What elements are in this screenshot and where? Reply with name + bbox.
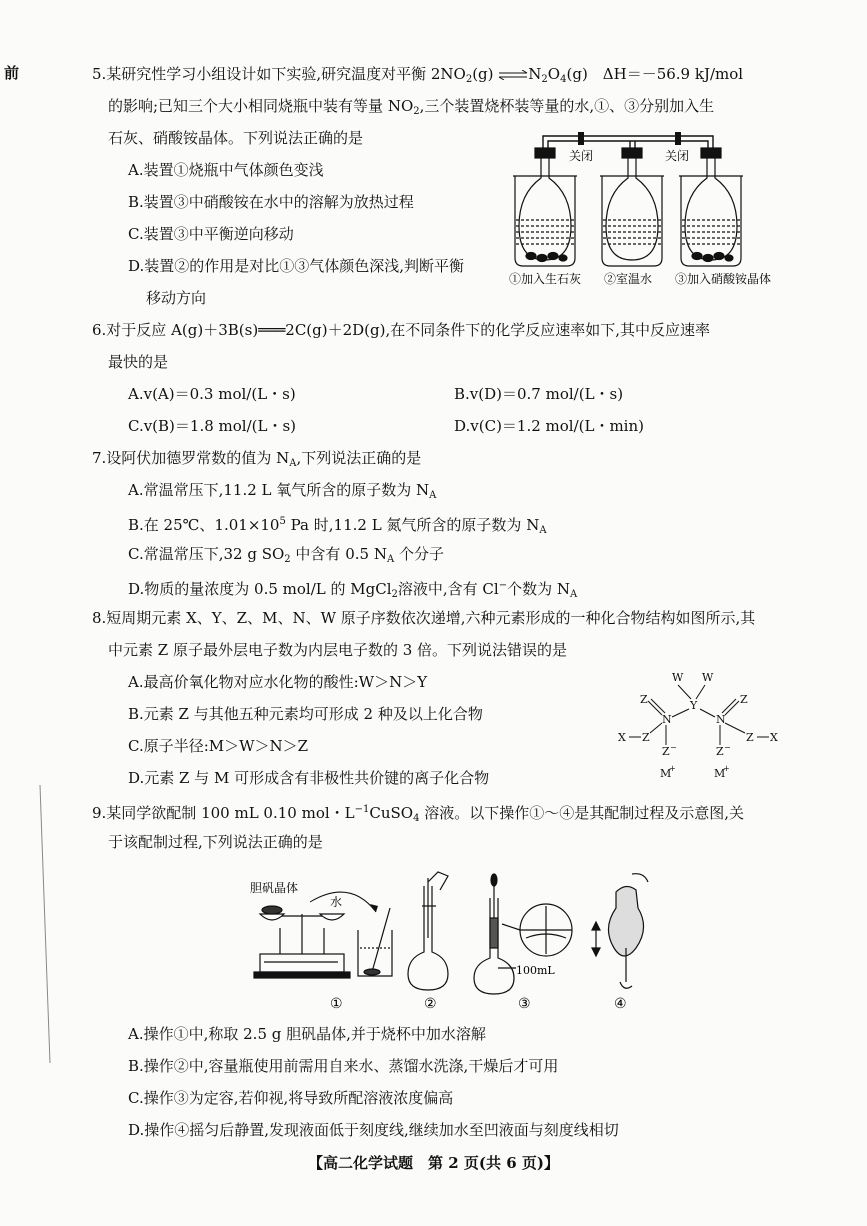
label-100ml: 100mL xyxy=(516,964,555,977)
q6-line2: 最快的是 xyxy=(108,353,169,371)
q6-option-d: D.v(C)＝1.2 mol/(L・min) xyxy=(454,417,644,435)
svg-text:−: − xyxy=(670,743,677,752)
q5-apparatus-figure xyxy=(505,128,780,288)
apparatus-2 xyxy=(600,148,664,266)
q9-line2: 于该配制过程,下列说法正确的是 xyxy=(108,833,323,851)
svg-text:M: M xyxy=(660,767,672,780)
q8-line1: 8.短周期元素 X、Y、Z、M、N、W 原子序数依次递增,六种元素形成的一种化合物结构如图所示,其 xyxy=(92,609,756,627)
svg-text:W: W xyxy=(702,671,714,684)
step-1-label: ① xyxy=(330,996,343,1012)
q6-option-c: C.v(B)＝1.8 mol/(L・s) xyxy=(128,417,297,435)
svg-text:W: W xyxy=(672,671,684,684)
shake-flask-icon xyxy=(592,874,648,989)
svg-text:Z: Z xyxy=(746,731,754,744)
apparatus-1 xyxy=(513,148,577,266)
q5-line1: 5.某研究性学习小组设计如下实验,研究温度对平衡 $2NO_2(g)$ $N_2O_4(g)$ ΔH＝－56.9 kJ/mol xyxy=(92,65,744,85)
step-4-label: ④ xyxy=(614,996,627,1012)
q9-option-d: D.操作④摇匀后静置,发现液面低于刻度线,继续加水至凹液面与刻度线相切 xyxy=(128,1121,619,1139)
label-water: 水 xyxy=(330,895,343,909)
caption-3: ③加入硝酸铵晶体 xyxy=(675,272,772,286)
q8-line2: 中元素 Z 原子最外层电子数为内层电子数的 3 倍。下列说法错误的是 xyxy=(108,641,568,659)
q5-line3: 石灰、硝酸铵晶体。下列说法正确的是 xyxy=(108,129,364,147)
svg-text:M: M xyxy=(714,767,726,780)
caption-1: ①加入生石灰 xyxy=(509,272,582,286)
beaker-icon xyxy=(358,908,392,976)
svg-text:−: − xyxy=(724,743,731,752)
margin-mark: 前 xyxy=(4,64,20,82)
q7-option-c: C.常温常压下,32 g $SO_2$ 中含有 0.5 $N_A$ 个分子 xyxy=(128,545,444,565)
caption-2: ②室温水 xyxy=(604,272,653,286)
step-3-label: ③ xyxy=(518,996,531,1012)
svg-text:Z: Z xyxy=(716,745,724,758)
q7-option-d: D.物质的量浓度为 0.5 mol/L 的 MgCl$_2$溶液中,含有 Cl−个数为 $N_A$ xyxy=(128,580,578,600)
q7-option-b: B.在 25℃、$1.01\times 10^5$ Pa 时,11.2 L 氮气所含的原子数为 $N_A$ xyxy=(128,516,547,536)
q8-option-d: D.元素 Z 与 M 可形成含有非极性共价键的离子化合物 xyxy=(128,769,490,787)
q8-option-a: A.最高价氧化物对应水化物的酸性:W＞N＞Y xyxy=(128,673,428,691)
q7-line1: 7.设阿伏加德罗常数的值为 $N_A$,下列说法正确的是 xyxy=(92,449,422,469)
q5-option-d: D.装置②的作用是对比①③气体颜色深浅,判断平衡 xyxy=(128,257,465,275)
svg-text:N: N xyxy=(662,713,672,726)
svg-text:N: N xyxy=(716,713,726,726)
q5-option-d-cont: 移动方向 xyxy=(146,289,207,307)
svg-text:X: X xyxy=(618,731,626,744)
equilibrium-arrow-icon xyxy=(498,65,528,85)
q8-option-c: C.原子半径:M＞W＞N＞Z xyxy=(128,737,309,755)
svg-text:+: + xyxy=(723,764,730,773)
q5-line2: 的影响;已知三个大小相同烧瓶中装有等量 $NO_2$,三个装置烧杯装等量的水,①、③分别加入生 xyxy=(108,97,715,117)
q5-option-b: B.装置③中硝酸铵在水中的溶解为放热过程 xyxy=(128,193,414,211)
svg-text:X: X xyxy=(770,731,778,744)
apparatus-3 xyxy=(679,148,743,266)
label-crystal: 胆矾晶体 xyxy=(250,881,299,895)
q6-line1: 6.对于反应 A(g)＋3B(s)═══2C(g)＋2D(g),在不同条件下的化学反应速率如下,其中反应速率 xyxy=(92,321,711,339)
q5-option-c: C.装置③中平衡逆向移动 xyxy=(128,225,294,243)
svg-text:Z: Z xyxy=(642,731,650,744)
volumetric-flask-icon xyxy=(408,872,448,990)
q6-option-b: B.v(D)＝0.7 mol/(L・s) xyxy=(454,385,624,403)
svg-text:+: + xyxy=(669,764,676,773)
valve-label-2: 关闭 xyxy=(665,149,690,163)
q5-option-a: A.装置①烧瓶中气体颜色变浅 xyxy=(128,161,324,179)
balance-icon xyxy=(254,906,350,978)
step-2-label: ② xyxy=(424,996,437,1012)
margin-fold-line xyxy=(36,785,56,1065)
q9-option-c: C.操作③为定容,若仰视,将导致所配溶液浓度偏高 xyxy=(128,1089,454,1107)
svg-text:Y: Y xyxy=(690,699,698,712)
q9-option-a: A.操作①中,称取 2.5 g 胆矾晶体,并于烧杯中加水溶解 xyxy=(128,1025,486,1043)
svg-text:Z: Z xyxy=(740,693,748,706)
q8-option-b: B.元素 Z 与其他五种元素均可形成 2 种及以上化合物 xyxy=(128,705,483,723)
q9-line1: 9.某同学欲配制 100 mL 0.10 mol・$L^{-1}CuSO_4$ 溶液。以下操作①～④是其配制过程及示意图,关 xyxy=(92,804,745,824)
page-footer: 【高二化学试题 第 2 页(共 6 页)】 xyxy=(308,1154,559,1172)
q7-option-a: A.常温常压下,11.2 L 氧气所含的原子数为 $N_A$ xyxy=(128,481,437,501)
q8-structure-figure xyxy=(612,665,792,785)
svg-text:Z: Z xyxy=(662,745,670,758)
svg-text:Z: Z xyxy=(640,693,648,706)
valve-label-1: 关闭 xyxy=(569,149,594,163)
q9-option-b: B.操作②中,容量瓶使用前需用自来水、蒸馏水洗涤,干燥后才可用 xyxy=(128,1057,559,1075)
q6-option-a: A.v(A)＝0.3 mol/(L・s) xyxy=(128,385,296,403)
q9-procedure-figure xyxy=(240,868,660,1018)
